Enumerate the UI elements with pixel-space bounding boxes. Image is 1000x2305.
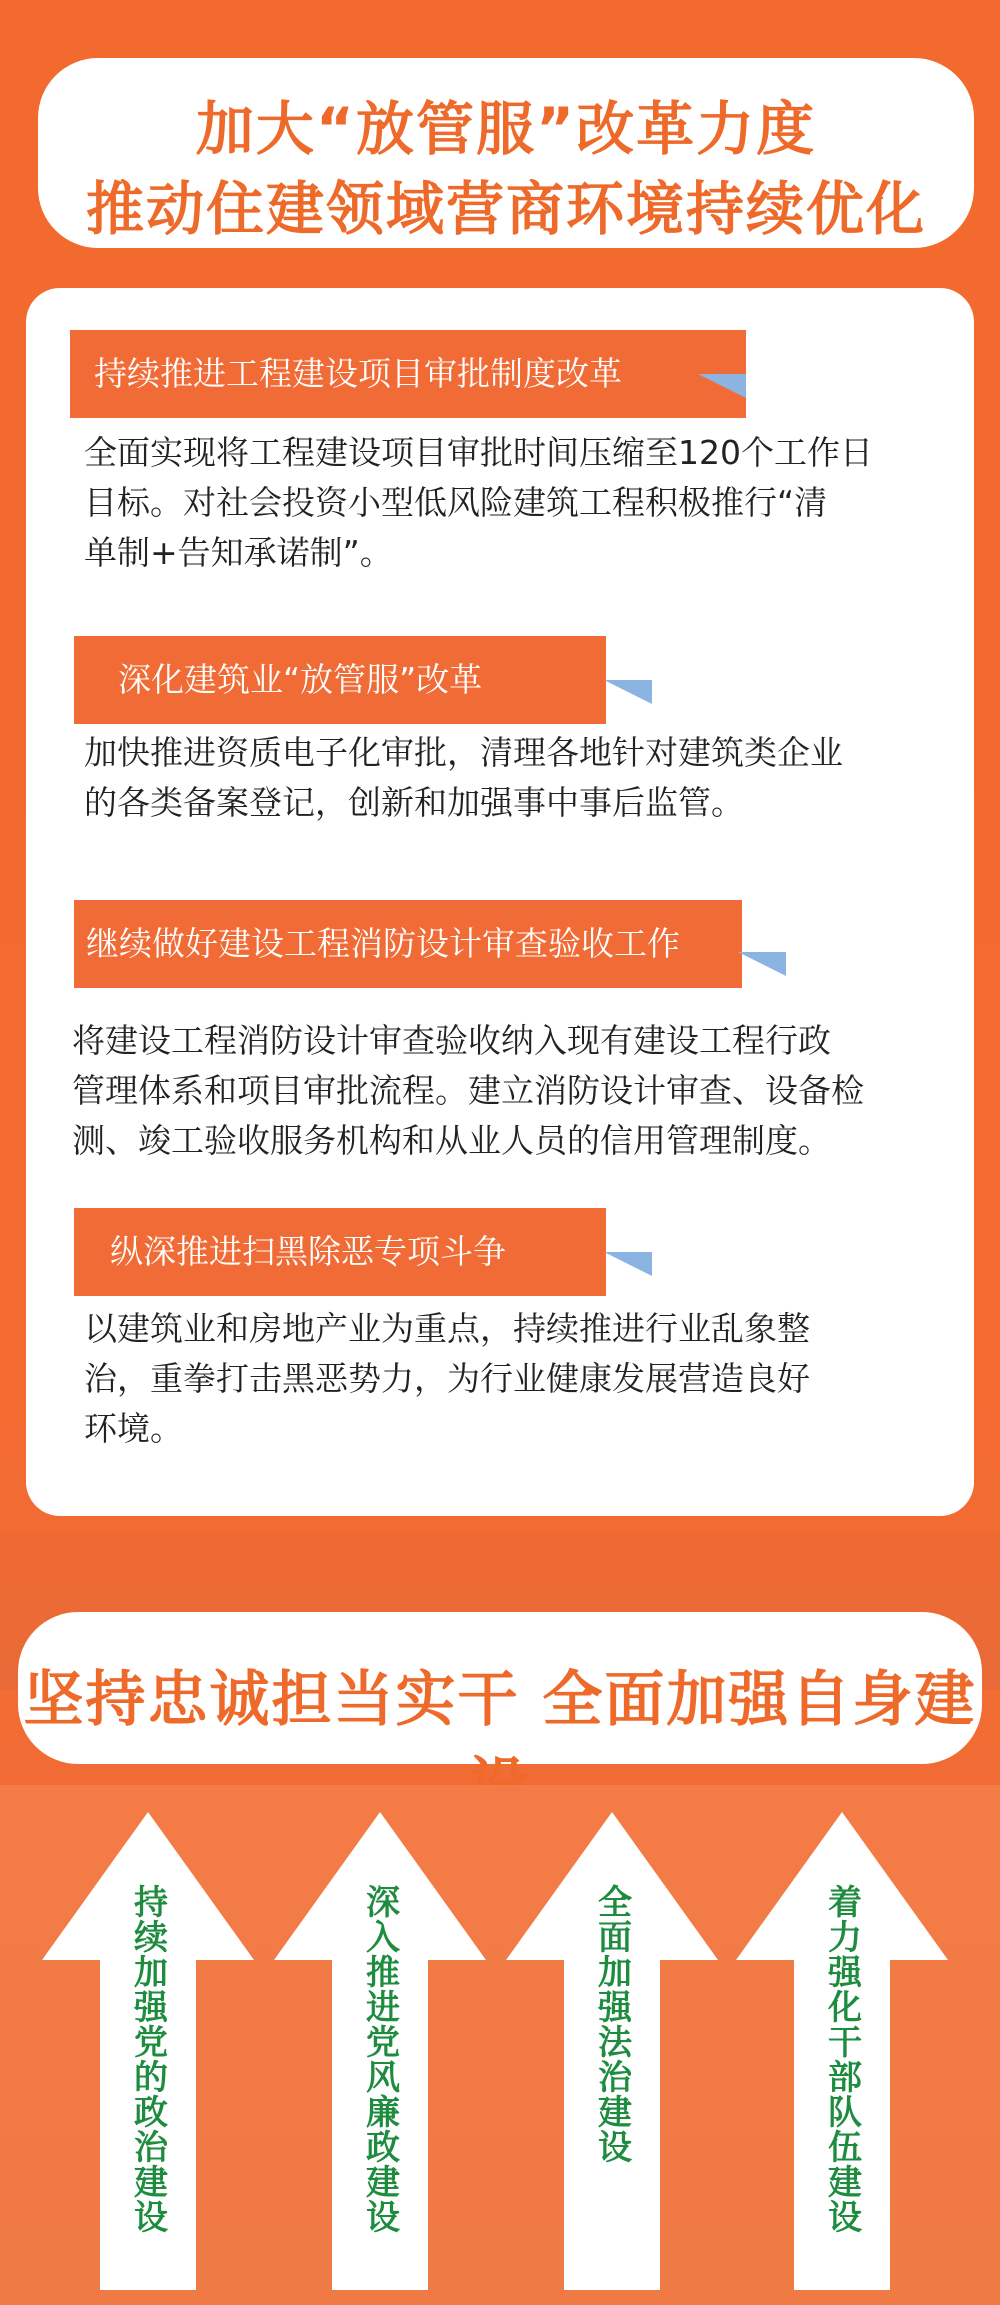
heading-tail-2 (604, 680, 652, 704)
section-heading-4: 纵深推进扫黑除恶专项斗争 (74, 1208, 606, 1296)
body-line: 将建设工程消防设计审查验收纳入现有建设工程行政 (72, 1021, 831, 1060)
banner-pill (18, 1612, 982, 1764)
section-heading-3: 继续做好建设工程消防设计审查验收工作 (74, 900, 742, 988)
title-banner (38, 58, 974, 248)
arrow-label-1: 持续加强党的政治建设 (127, 1884, 168, 2234)
section-body-2 (84, 728, 843, 828)
body-line: 加快推进资质电子化审批，清理各地针对建筑类企业 (84, 733, 843, 772)
body-line: 单制+告知承诺制”。 (84, 533, 393, 572)
title-line-1: 加大“放管服”改革力度 (195, 95, 817, 163)
body-line: 全面实现将工程建设项目审批时间压缩至120个工作日 (84, 433, 873, 472)
arrow-1 (42, 1812, 254, 2290)
heading-tail-1 (698, 374, 746, 398)
content-card (26, 288, 974, 1516)
heading-tail-4 (604, 1252, 652, 1276)
body-line: 目标。对社会投资小型低风险建筑工程积极推行“清 (84, 483, 828, 522)
body-line: 以建筑业和房地产业为重点，持续推进行业乱象整 (84, 1309, 810, 1348)
section-body-4 (84, 1304, 810, 1454)
banner-title: 坚持忠诚担当实干 全面加强自身建 (23, 1665, 977, 1735)
body-line: 管理体系和项目审批流程。建立消防设计审查、设备检 (72, 1071, 864, 1110)
title-line-2: 推动住建领域营商环境持续优化 (85, 175, 926, 243)
body-line: 测、竣工验收服务机构和从业人员的信用管理制度。 (72, 1121, 831, 1160)
arrow-2 (274, 1812, 486, 2290)
arrow-3 (506, 1812, 718, 2290)
heading-tail-3 (738, 952, 786, 976)
body-line: 的各类备案登记，创新和加强事中事后监管。 (84, 783, 744, 822)
section-body-1 (84, 428, 873, 578)
arrow-label-3: 全面加强法治建设 (591, 1884, 632, 2164)
section-body-3 (72, 1016, 864, 1166)
body-line: 环境。 (84, 1409, 183, 1448)
body-line: 治，重拳打击黑恶势力，为行业健康发展营造良好 (84, 1359, 810, 1398)
arrow-4 (736, 1812, 948, 2290)
arrow-label-2: 深入推进党风廉政建设 (359, 1884, 400, 2234)
arrow-label-4: 着力强化干部队伍建设 (821, 1884, 862, 2234)
section-heading-1: 持续推进工程建设项目审批制度改革 (70, 330, 746, 418)
section-heading-2: 深化建筑业“放管服”改革 (74, 636, 606, 724)
